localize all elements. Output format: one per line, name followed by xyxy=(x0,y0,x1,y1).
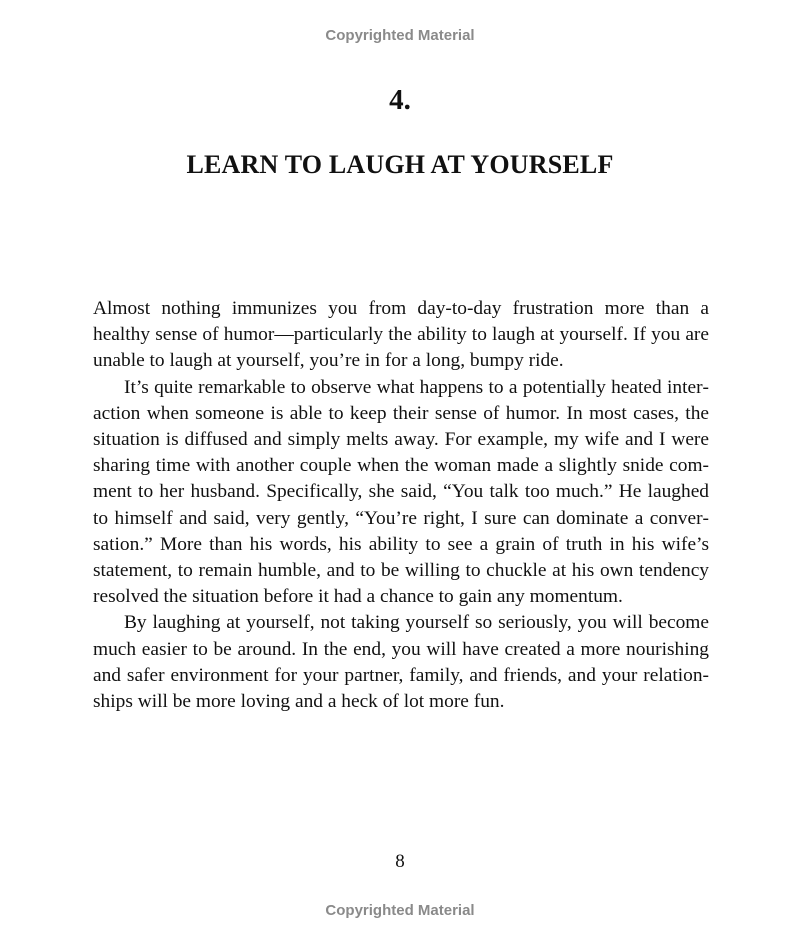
page-number: 8 xyxy=(395,851,405,872)
copyright-notice-top: Copyrighted Material xyxy=(325,27,475,44)
paragraph-3: By laughing at yourself, not taking yourself so seriously, you will become much easier to be around. In the end, you will have created a more nourishing and safer environment for your partner, family, and friends, and your relationships will be more loving and a heck of lot more fun. xyxy=(93,612,709,713)
chapter-body xyxy=(93,296,709,715)
paragraph-2: It’s quite remarkable to observe what happens to a potentially heated interaction when someone is able to keep their sense of humor. In most cases, the situation is diffused and simply melts away. For example, my wife and I were sharing time with another couple when the woman made a slightly snide comment to her husband. Specifically, she said, “You talk too much.” He laughed to himself and said, very gently, “You’re right, I sure can dominate a conversation.” More than his words, his ability to see a grain of truth in his wife’s statement, to remain humble, and to be willing to chuckle at his own tendency resolved the situation before it had a chance to gain any momentum. xyxy=(93,376,709,608)
chapter-title: LEARN TO LAUGH AT YOURSELF xyxy=(186,150,614,179)
copyright-notice-bottom: Copyrighted Material xyxy=(325,902,475,919)
chapter-number: 4. xyxy=(389,84,411,116)
paragraph-1: Almost nothing immunizes you from day-to-day frustration more than a healthy sense of humor—particularly the ability to laugh at yourself. If you are unable to laugh at yourself, you’re in for a long, bumpy ride. xyxy=(93,298,709,372)
